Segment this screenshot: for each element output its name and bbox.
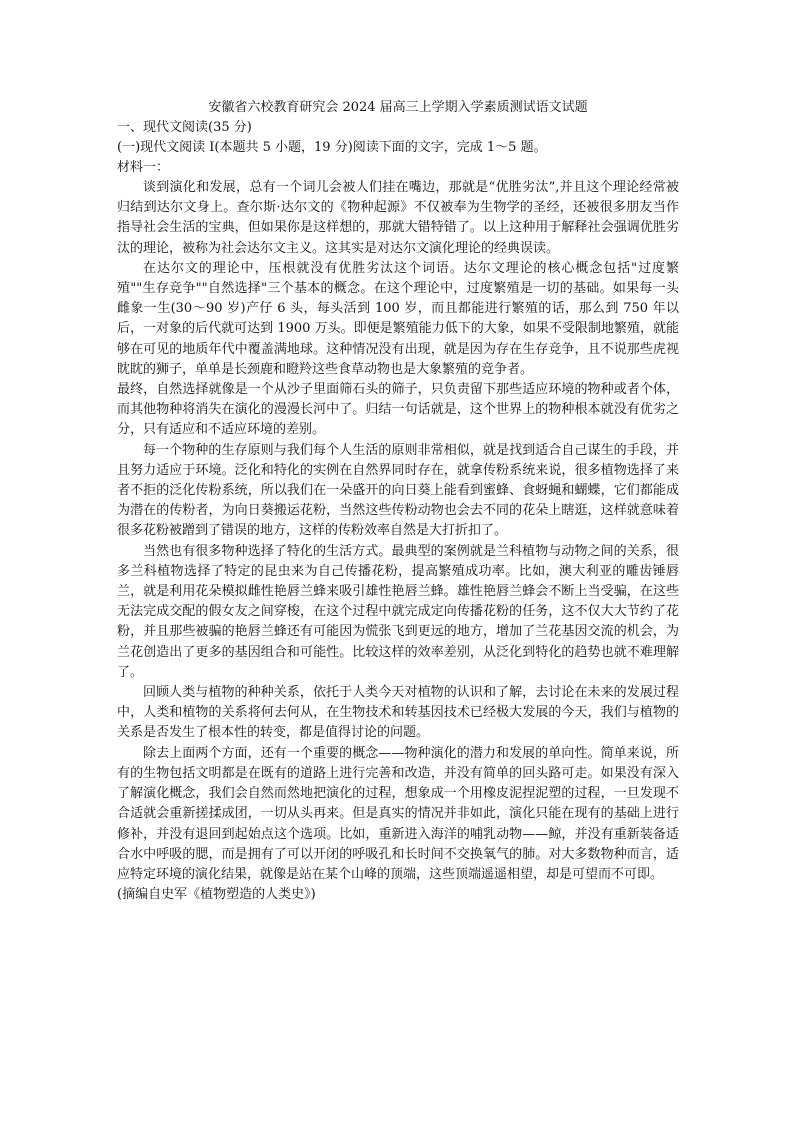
- paragraph-5: 当然也有很多物种选择了特化的生活方式。最典型的案例就是兰科植物与动物之间的关系，很多兰科植物选择了特定的昆虫来为自己传播花粉，提高繁殖成功率。比如，澳大利亚的雕齿锤唇兰，就是利用花朵模拟雌性艳唇兰蜂来吸引雄性艳唇兰蜂。雄性艳唇兰蜂会不断上当受骗，在这些无法完成交配的假女友之间穿梭，在这个过程中就完成定向传播花粉的任务，这不仅大大节约了花粉，并且那些被骗的艳唇兰蜂还有可能因为慌张飞到更远的地方，增加了兰花基因交流的机会，为兰花创造出了更多的基因组合和可能性。比较这样的效率差别，从泛化到特化的趋势也就不难理解了。: [117, 543, 679, 680]
- paragraph-3: 最终，自然选择就像是一个从沙子里面筛石头的筛子，只负责留下那些适应环境的物种或者个体，而其他物种将消失在演化的漫漫长河中了。归结一句话就是，这个世界上的物种根本就没有优劣之分，只有适应和不适应环境的差别。: [117, 382, 679, 438]
- paragraph-4: 每一个物种的生存原则与我们每个人生活的原则非常相似，就是找到适合自己谋生的手段，并且努力适应于环境。泛化和特化的实例在自然界同时存在，就拿传粉系统来说，很多植物选择了来者不拒的泛化传粉系统，所以我们在一朵盛开的向日葵上能看到蜜蜂、食蚜蝇和蝴蝶，它们都能成为潜在的传粉者，为向日葵搬运花粉，当然这些传粉动物也会去不同的花朵上瞎逛，这样就意味着很多花粉被蹭到了错误的地方，这样的传粉效率自然是大打折扣了。: [117, 442, 679, 539]
- source-citation: (摘编自史军《植物塑造的人类史》): [117, 887, 316, 903]
- exam-page: [117, 98, 679, 905]
- subsection-heading: (一)现代文阅读 I(本题共 5 小题，19 分)阅读下面的文字，完成 1～5 题。: [117, 140, 547, 155]
- material-label: 材料一：: [117, 160, 170, 175]
- paragraph-1: 谈到演化和发展，总有一个词儿会被人们挂在嘴边，那就是“优胜劣汰”,并且这个理论经常被归结到达尔文身上。查尔斯·达尔文的《物种起源》不仅被奉为生物学的圣经，还被很多朋友当作指导社会生活的宝典，但如果你是这样想的，那就大错特错了。以上这种用于解释社会强调优胜劣汰的理论，被称为社会达尔文主义。这其实是对达尔文演化理论的经典误读。: [117, 180, 679, 256]
- paragraph-7: 除去上面两个方面，还有一个重要的概念——物种演化的潜力和发展的单向性。简单来说，所有的生物包括文明都是在既有的道路上进行完善和改造，并没有简单的回头路可走。如果没有深入了解演化概念，我们会自然而然地把演化的过程，想象成一个用橡皮泥捏泥塑的过程，一旦发现不合适就会重新搓揉成团，一切从头再来。但是真实的情况并非如此，演化只能在现有的基础上进行修补，并没有退回到起始点这个选项。比如，重新进入海洋的哺乳动物——鲸，并没有重新装备适合水中呼吸的腮，而是拥有了可以开闭的呼吸孔和长时间不交换氧气的肺。对大多数物种而言，适应特定环境的演化结果，就像是站在某个山峰的顶端，这些顶端遥遥相望，却是可望而不可即。: [117, 745, 679, 882]
- document-title: 安徽省六校教育研究会 2024 届高三上学期入学素质测试语文试题: [208, 100, 588, 115]
- paragraph-2: 在达尔文的理论中，压根就没有优胜劣汰这个词语。达尔文理论的核心概念包括"过度繁殖""生存竞争""自然选择"三个基本的概念。在这个理论中，过度繁殖是一切的基础。如果每一头雌象一生(30～90 岁)产仔 6 头，每头活到 100 岁，而且都能进行繁殖的话，那么到 750 年以后，一对象的后代就可达到 1900 万头。即便是繁殖能力低下的大象，如果不受限制地繁殖，就能够在可见的地质年代中覆盖满地球。这种情况没有出现，就是因为存在生存竞争，且不说那些虎视眈眈的狮子，单单是长颈鹿和瞪羚这些食草动物也是大象繁殖的竞争者。: [117, 260, 679, 377]
- section-heading: 一、现代文阅读(35 分): [117, 120, 252, 135]
- paragraph-6: 回顾人类与植物的种种关系，依托于人类今天对植物的认识和了解，去讨论在未来的发展过程中，人类和植物的关系将何去何从，在生物技术和转基因技术已经极大发展的今天，我们与植物的关系是否发生了根本性的转变，都是值得讨论的问题。: [117, 685, 679, 741]
